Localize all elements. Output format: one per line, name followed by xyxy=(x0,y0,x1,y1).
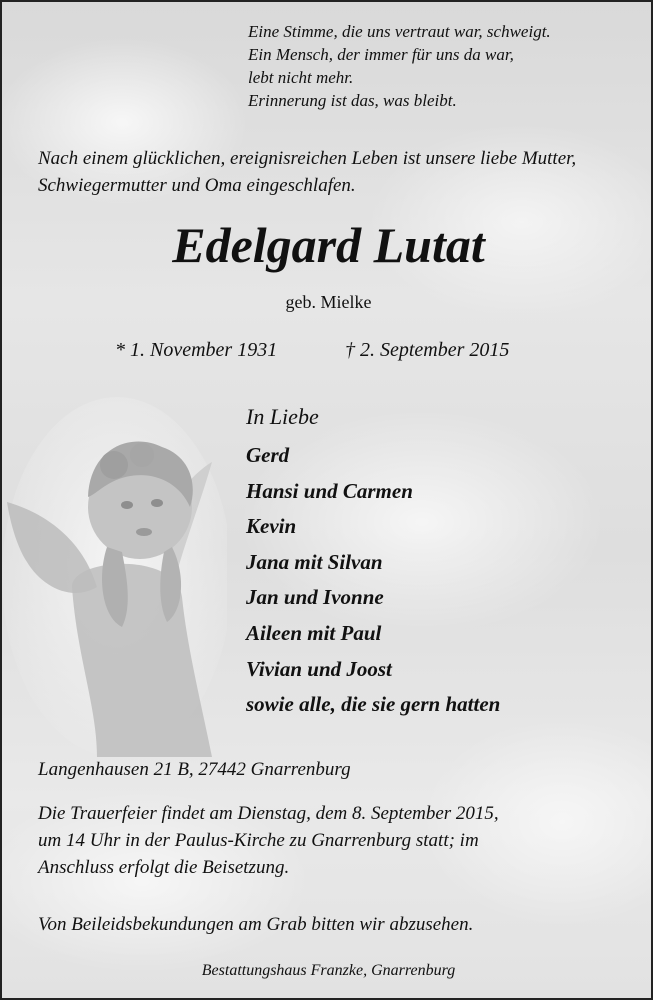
memorial-poem xyxy=(248,20,551,112)
condolences-note: Von Beileidsbekundungen am Grab bitten wir abzusehen. xyxy=(38,914,474,935)
birth-date: * 1. November 1931 xyxy=(115,339,278,361)
family-address: Langenhausen 21 B, 27442 Gnarrenburg xyxy=(38,759,351,780)
mourner-name: Hansi und Carmen xyxy=(246,478,413,503)
mourners-intro: In Liebe xyxy=(246,404,319,429)
funeral-service-info xyxy=(38,800,628,881)
service-line: um 14 Uhr in der Paulus-Kirche zu Gnarrenburg statt; im xyxy=(38,830,479,851)
mourner-name: Vivian und Joost xyxy=(246,656,392,681)
service-line: Anschluss erfolgt die Beisetzung. xyxy=(38,857,290,878)
poem-line: lebt nicht mehr. xyxy=(248,68,354,87)
intro-text: Nach einem glücklichen, ereignisreichen Leben ist unsere liebe Mutter, Schwiegermutter und Oma eingeschlafen. xyxy=(38,148,577,196)
mourner-name: Kevin xyxy=(246,514,297,539)
maiden-name: geb. Mielke xyxy=(285,292,372,312)
deceased-name: Edelgard Lutat xyxy=(172,217,485,273)
poem-line: Ein Mensch, der immer für uns da war, xyxy=(248,45,514,64)
poem-line: Eine Stimme, die uns vertraut war, schweigt. xyxy=(248,22,551,41)
mourners-list xyxy=(246,438,500,723)
death-date: † 2. September 2015 xyxy=(345,339,510,361)
mourner-name: Jana mit Silvan xyxy=(246,549,383,574)
mourner-name: Aileen mit Paul xyxy=(246,620,382,645)
angel-figurine-image xyxy=(2,387,227,757)
mourner-name: Jan und Ivonne xyxy=(246,585,384,610)
funeral-home: Bestattungshaus Franzke, Gnarrenburg xyxy=(201,962,456,979)
service-line: Die Trauerfeier findet am Dienstag, dem 8. September 2015, xyxy=(38,803,499,824)
poem-line: Erinnerung ist das, was bleibt. xyxy=(248,91,457,110)
mourner-name: Gerd xyxy=(246,443,290,467)
mourner-name: sowie alle, die sie gern hatten xyxy=(246,692,501,717)
